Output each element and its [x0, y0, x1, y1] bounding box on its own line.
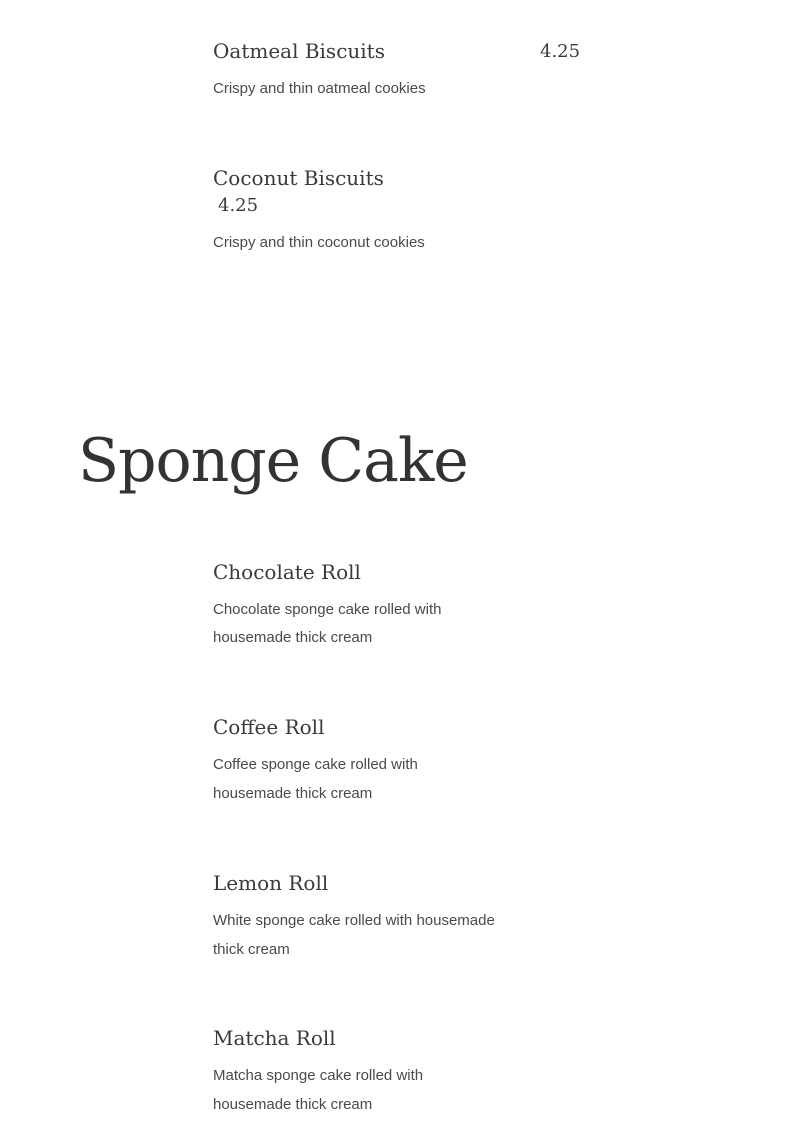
item-name: Matcha Roll	[213, 1026, 336, 1050]
item-name: Coconut Biscuits	[213, 166, 384, 190]
item-name: Lemon Roll	[213, 871, 329, 895]
item-description: Crispy and thin coconut cookies	[213, 234, 425, 251]
item-description-line2: housemade thick cream	[213, 1096, 373, 1113]
item-name: Chocolate Roll	[213, 560, 361, 584]
item-name: Oatmeal Biscuits	[213, 39, 385, 63]
item-description-line1: White sponge cake rolled with housemade	[213, 912, 495, 929]
item-price: 4.25	[218, 195, 259, 216]
item-description-line2: housemade thick cream	[213, 629, 373, 646]
item-description-line2: housemade thick cream	[213, 785, 373, 802]
item-description: Crispy and thin oatmeal cookies	[213, 80, 426, 97]
section-title-sponge-cake: Sponge Cake	[78, 426, 468, 496]
item-description-line1: Matcha sponge cake rolled with	[213, 1067, 424, 1084]
item-price: 4.25	[540, 41, 581, 62]
item-description-line1: Coffee sponge cake rolled with	[213, 756, 418, 773]
item-description-line1: Chocolate sponge cake rolled with	[213, 601, 442, 618]
item-description-line2: thick cream	[213, 941, 290, 958]
item-name: Coffee Roll	[213, 715, 325, 739]
